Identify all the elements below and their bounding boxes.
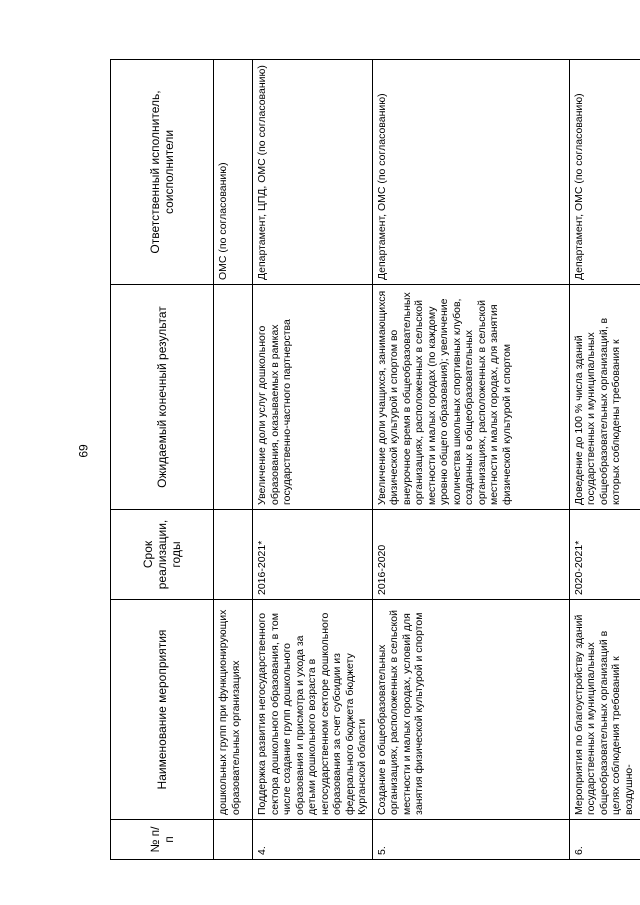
cell-number: 4. [253, 820, 373, 860]
table-row [214, 60, 253, 860]
header-expected-result: Ожидаемый конечный результат [111, 285, 214, 510]
cell-number [214, 820, 253, 860]
header-number: № п/п [111, 820, 214, 860]
cell-expected-result: Увеличение доли услуг дошкольного образования, оказываемых в рамках государственно-частного партнерства [253, 285, 373, 510]
cell-term [214, 510, 253, 600]
table-row [372, 60, 569, 860]
cell-measure-name: Создание в общеобразовательных организациях, расположенных в сельской местности и малых городах, условий для занятия физической культурой и спортом [372, 600, 569, 820]
cell-term: 2016-2020 [372, 510, 569, 600]
cell-measure-name: Мероприятия по благоустройству зданий государственных и муниципальных общеобразовательных организаций в целях соблюдения требований к воздушно- [569, 600, 640, 820]
table-row [253, 60, 373, 860]
cell-term: 2020-2021* [569, 510, 640, 600]
cell-number: 6. [569, 820, 640, 860]
header-executor: Ответственный исполнитель, соисполнители [111, 60, 214, 285]
table-container [110, 60, 635, 860]
page-number: 69 [76, 444, 91, 458]
cell-measure-name: дошкольных групп при функционирующих образовательных организациях [214, 600, 253, 820]
cell-executor: Департамент, ОМС (по согласованию) [569, 60, 640, 285]
cell-executor: Департамент, ОМС (по согласованию) [372, 60, 569, 285]
cell-expected-result: Увеличение доли учащихся, занимающихся физической культурой и спортом во внеурочное время в общеобразовательных организациях, расположенных в сельской местности и малых городах (по каждому уровню общего образования); увеличение количества школьных спортивных клубов, созданных в общеобразовательных организациях, расположенных в сельской местности и малых городах, для занятия физической культурой и спортом [372, 285, 569, 510]
cell-measure-name: Поддержка развития негосударственного сектора дошкольного образования, в том числе создание групп дошкольного образования и присмотра и ухода за детьми дошкольного возраста в негосударственном секторе дошкольного образования за счет субсидии из федерального бюджета бюджету Курганской области [253, 600, 373, 820]
cell-expected-result: Доведение до 100 % числа зданий государственных и муниципальных общеобразовательных организаций, в которых соблюдены требования к [569, 285, 640, 510]
cell-number: 5. [372, 820, 569, 860]
header-measure-name: Наименование мероприятия [111, 600, 214, 820]
rotated-table-area [110, 60, 635, 860]
cell-term: 2016-2021* [253, 510, 373, 600]
cell-executor: ОМС (по согласованию) [214, 60, 253, 285]
cell-expected-result [214, 285, 253, 510]
header-term: Срок реализации, годы [111, 510, 214, 600]
measures-table [110, 59, 640, 860]
table-header-row [111, 60, 214, 860]
table-row [569, 60, 640, 860]
cell-executor: Департамент, ЦПД, ОМС (по согласованию) [253, 60, 373, 285]
